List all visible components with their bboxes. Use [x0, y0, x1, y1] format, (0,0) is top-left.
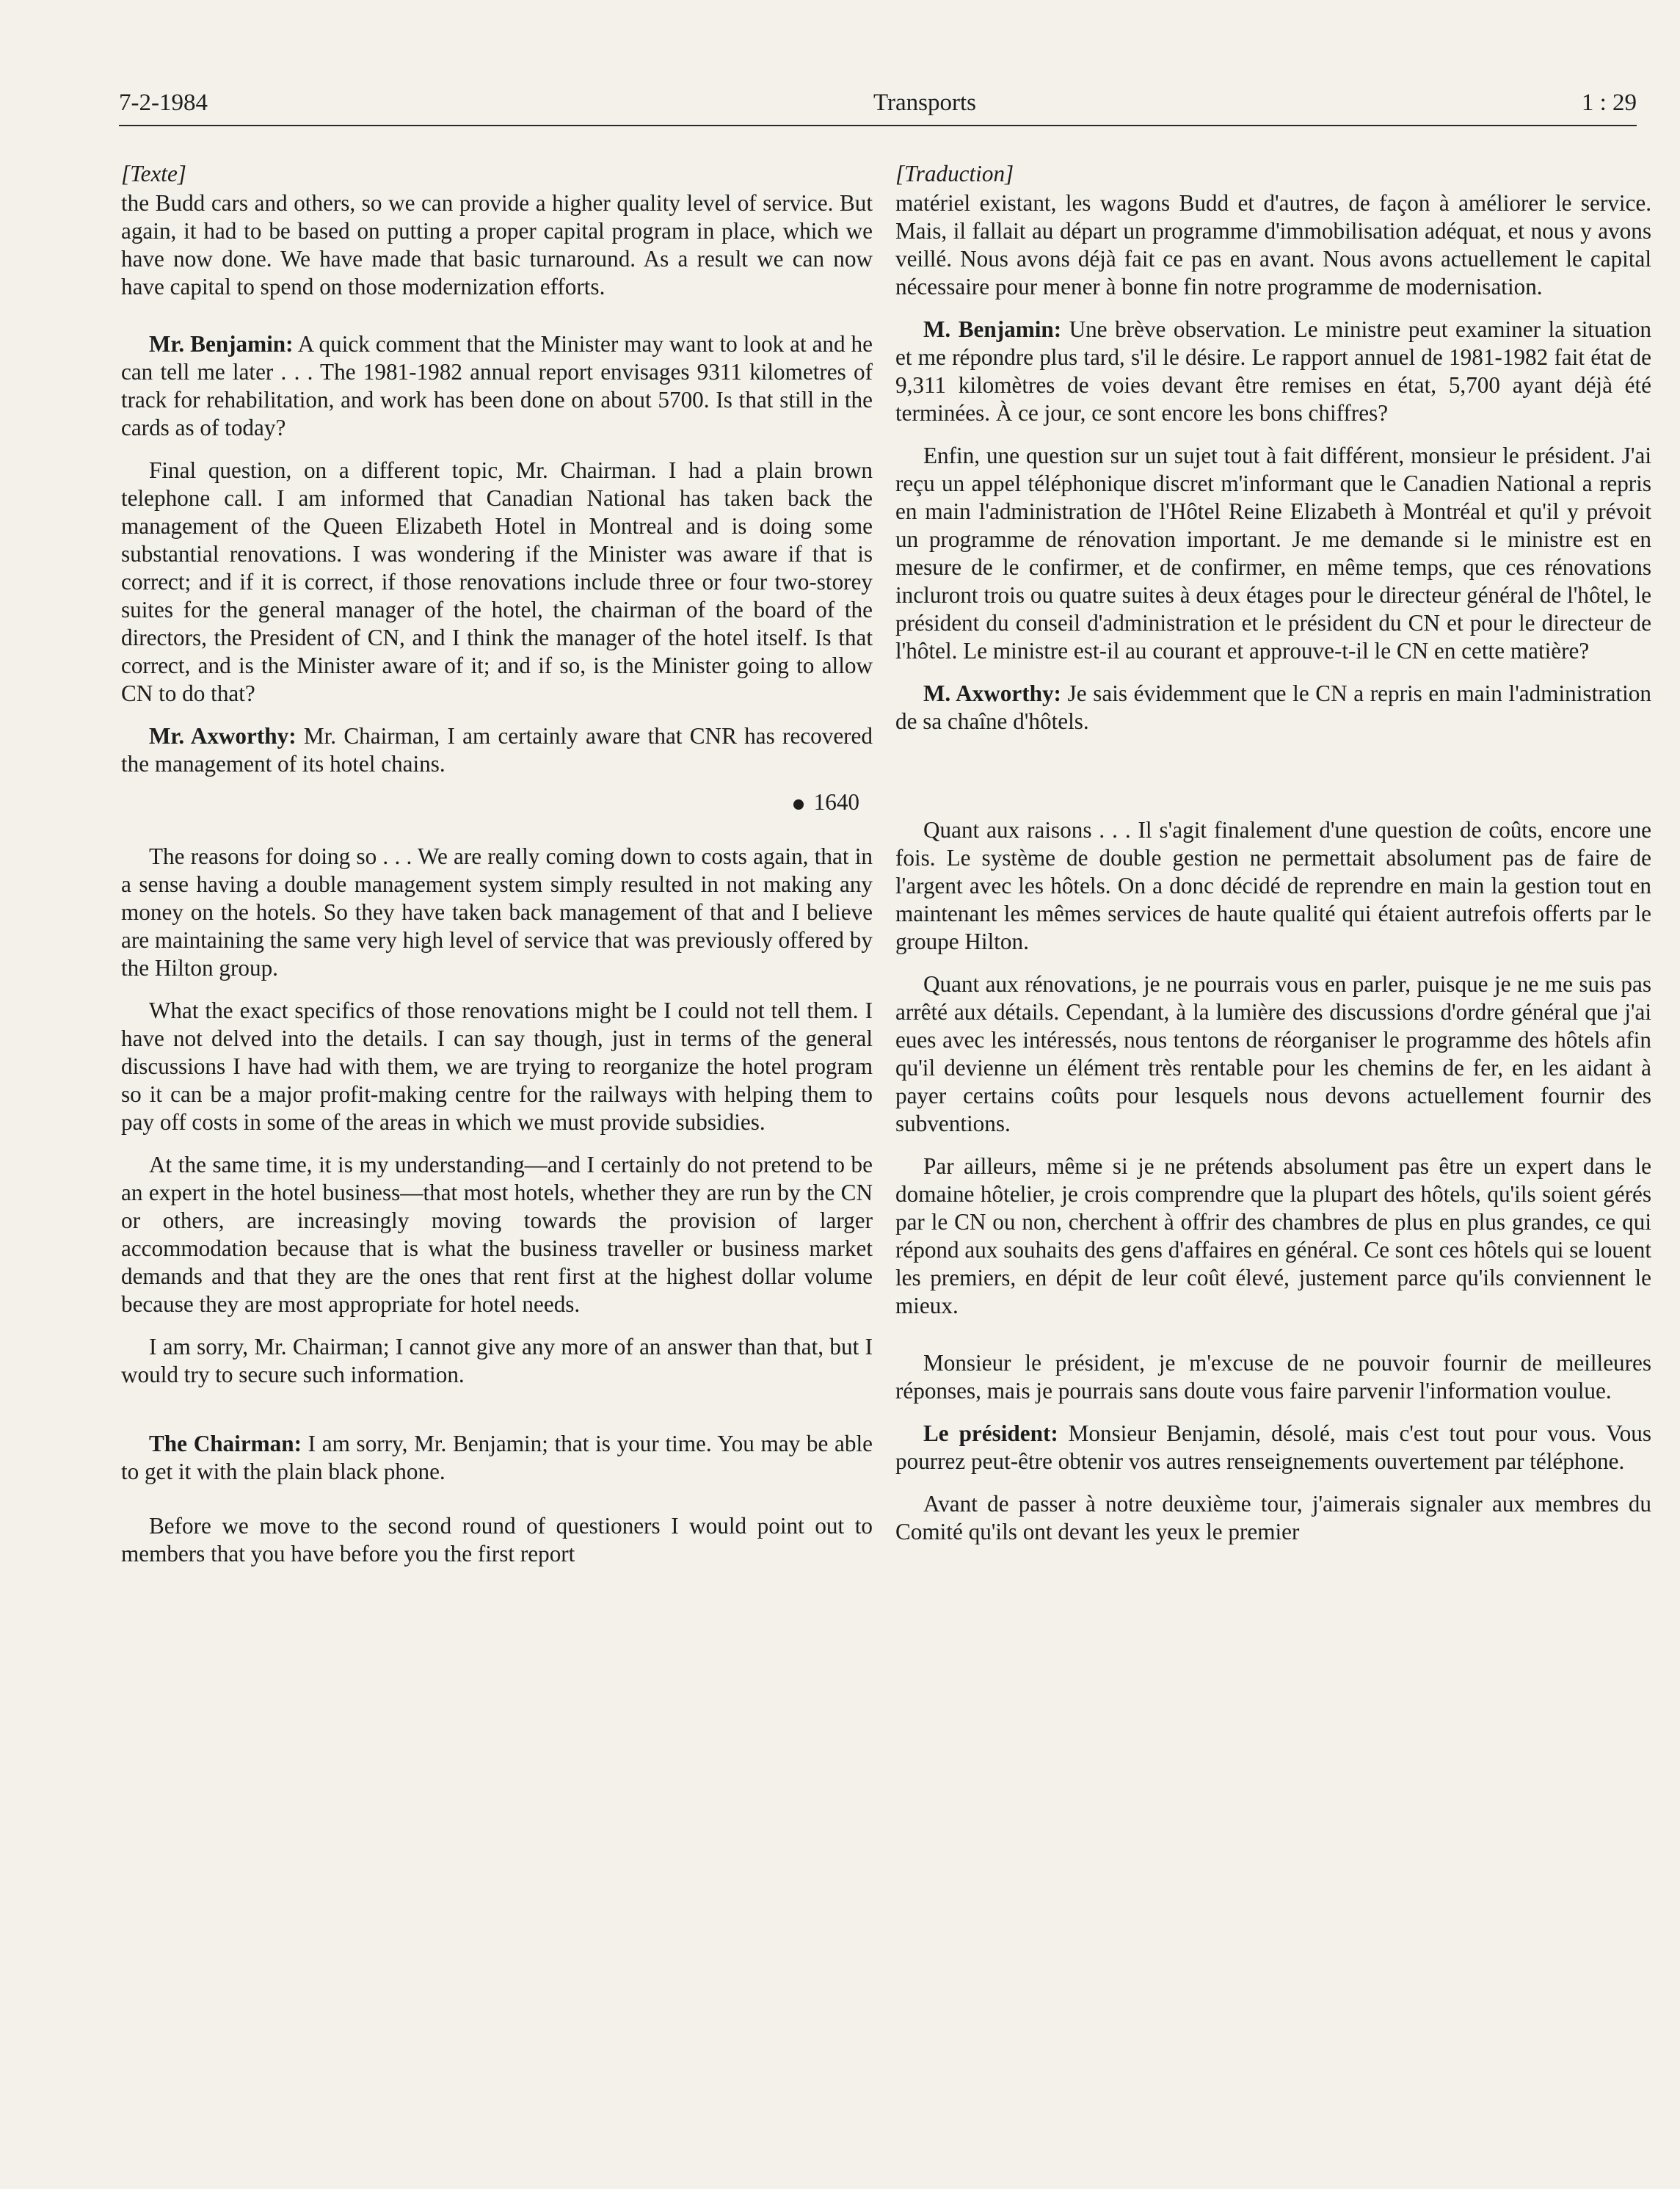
time-marker — [121, 788, 873, 816]
paragraph — [121, 722, 873, 778]
english-column — [121, 160, 873, 1568]
paragraph — [121, 330, 873, 442]
paragraph: The reasons for doing so . . . We are really coming down to costs again, that in a sense having a double management system simply resulted in not making any money on the hotels. So they have taken back management of that and I believe are maintaining the same very high level of service that was previously offered by the Hilton group. — [121, 843, 873, 981]
speaker-name: Le président: — [923, 1420, 1058, 1446]
speaker-name: M. Benjamin: — [923, 316, 1062, 342]
speaker-name: Mr. Benjamin: — [149, 331, 294, 357]
paragraph: the Budd cars and others, so we can provide a higher quality level of service. But again, it had to be based on putting a proper capital program in place, which we have now done. We have made that basic turnaround. As a result we can now have capital to spend on those modernization efforts. — [121, 190, 873, 300]
paragraph: Quant aux rénovations, je ne pourrais vous en parler, puisque je ne me suis pas arrêté aux détails. Cependant, à la lumière des discussions d'ordre général que j'ai eues avec les intéressés, nous tentons de réorganiser le programme des hôtels afin qu'il devienne un élément très rentable pour les chemins de fer, en les aidant à payer certains coûts pour lesquels nous devons actuellement fournir des subventions. — [895, 971, 1651, 1136]
paragraph — [895, 316, 1651, 427]
paragraph-text: A quick comment that the Minister may want to look at and he can tell me later . . . The 1981-1982 annual report envisages 9311 kilometres of track for rehabilitation, and work has been done on about 5700. Is that still in the cards as of today? — [121, 331, 873, 440]
paragraph: Quant aux raisons . . . Il s'agit finalement d'une question de coûts, encore une fois. Le système de double gestion ne permettait absolument pas de faire de l'argent avec les hôtels. On a donc décidé de reprendre en main la gestion tout en maintenant les mêmes services de haute qualité qui étaient autrefois offerts par le groupe Hilton. — [895, 817, 1651, 954]
paragraph-text: Monsieur Benjamin, désolé, mais c'est tout pour vous. Vous pourrez peut-être obtenir vos autres renseignements ouvertement par téléphone. — [895, 1420, 1651, 1474]
paragraph: I am sorry, Mr. Chairman; I cannot give any more of an answer than that, but I would try to secure such information. — [121, 1334, 873, 1387]
bullet-icon — [793, 799, 804, 810]
paragraph: Monsieur le président, je m'excuse de ne pouvoir fournir de meilleures réponses, mais je pourrais sans doute vous faire parvenir l'information voulue. — [895, 1350, 1651, 1404]
column-tag-traduction: [Traduction] — [895, 161, 1014, 186]
paragraph: Avant de passer à notre deuxième tour, j'aimerais signaler aux membres du Comité qu'ils ont devant les yeux le premier — [895, 1491, 1651, 1544]
paragraph: Par ailleurs, même si je ne prétends absolument pas être un expert dans le domaine hôtelier, je crois comprendre que la plupart des hôtels, qu'ils soient gérés par le CN ou non, cherchent à offrir des chambres de plus en plus grandes, ce qui répond aux souhaits des gens d'affaires en général. Ce sont ces hôtels qui se louent les premiers, en dépit de leur coût élevé, justement parce qu'ils conviennent le mieux. — [895, 1153, 1651, 1318]
speaker-name: The Chairman: — [149, 1431, 302, 1456]
header-title: Transports — [873, 90, 976, 116]
page-header — [119, 85, 1675, 129]
paragraph-text: I am sorry, Mr. Benjamin; that is your time. You may be able to get it with the plain black phone. — [121, 1431, 873, 1484]
speaker-name: M. Axworthy: — [923, 680, 1061, 706]
paragraph: Final question, on a different topic, Mr. Chairman. I had a plain brown telephone call. I am informed that Canadian National has taken back the management of the Queen Elizabeth Hotel in Montreal and is doing some substantial renovations. I was wondering if the Minister was aware if that is correct; and if it is correct, if those renovations include three or four two-storey suites for the general manager of the hotel, the chairman of the board of the directors, the President of CN, and I think the manager of the hotel itself. Is that correct, and is the Minister aware of it; and if so, is the Minister going to allow CN to do that? — [121, 457, 873, 706]
header-page-number: 1 : 29 — [1581, 90, 1637, 116]
paragraph — [895, 1420, 1651, 1475]
french-column — [895, 160, 1651, 1546]
paragraph: What the exact specifics of those renovations might be I could not tell them. I have not delved into the details. I can say though, just in terms of the general discussions I have had with them, we are trying to reorganize the hotel program so it can be a major profit-making centre for the railways with helping them to pay off costs in some of the areas in which we must provide subsidies. — [121, 998, 873, 1135]
speaker-name: Mr. Axworthy: — [149, 723, 297, 749]
time-marker-value: 1640 — [813, 789, 859, 815]
paragraph-text: Une brève observation. Le ministre peut examiner la situation et me répondre plus tard, s'il le désire. Le rapport annuel de 1981-1982 fait état de 9,311 kilomètres de voies devant être remises en état, 5,700 ayant déjà été terminées. À ce jour, ce sont encore les bons chiffres? — [895, 316, 1651, 426]
paragraph: Before we move to the second round of questioners I would point out to members that you have before you the first report — [121, 1513, 873, 1567]
paragraph-text: Mr. Chairman, I am certainly aware that CNR has recovered the management of its hotel chains. — [121, 723, 873, 777]
paragraph: Enfin, une question sur un sujet tout à fait différent, monsieur le président. J'ai reçu un appel téléphonique discret m'informant que le Canadien National a repris en main l'administration de l'Hôtel Reine Elizabeth à Montréal et qu'il y prévoit un programme de rénovation important. Je me demande si le ministre est en mesure de le confirmer, et de confirmer, en même temps, que ces rénovations incluront trois ou quatre suites à deux étages pour le directeur général de l'hôtel, le président du conseil d'administration et le président du CN et pour le directeur de l'hôtel. Le ministre est-il au courant et approuve-t-il le CN en cette matière? — [895, 443, 1651, 664]
paragraph: matériel existant, les wagons Budd et d'autres, de façon à améliorer le service. Mais, il fallait au départ un programme d'immobilisation adéquat, et nous y avons veillé. Nous avons déjà fait ce pas en avant. Nous avons actuellement le capital nécessaire pour mener à bonne fin notre programme de modernisation. — [895, 190, 1651, 300]
header-date: 7-2-1984 — [119, 90, 208, 116]
paragraph — [121, 1430, 873, 1486]
paragraph: At the same time, it is my understanding—and I certainly do not pretend to be an expert in the hotel business—that most hotels, whether they are run by the CN or others, are increasingly moving towards the provision of larger accommodation because that is what the business traveller or business market demands and that they are the ones that rent first at the highest dollar volume because they are most appropriate for hotel needs. — [121, 1152, 873, 1317]
header-rule — [119, 125, 1637, 126]
column-tag-texte: [Texte] — [121, 161, 186, 186]
paragraph — [895, 680, 1651, 736]
paragraph-text: Je sais évidemment que le CN a repris en main l'administration de sa chaîne d'hôtels. — [895, 680, 1651, 734]
